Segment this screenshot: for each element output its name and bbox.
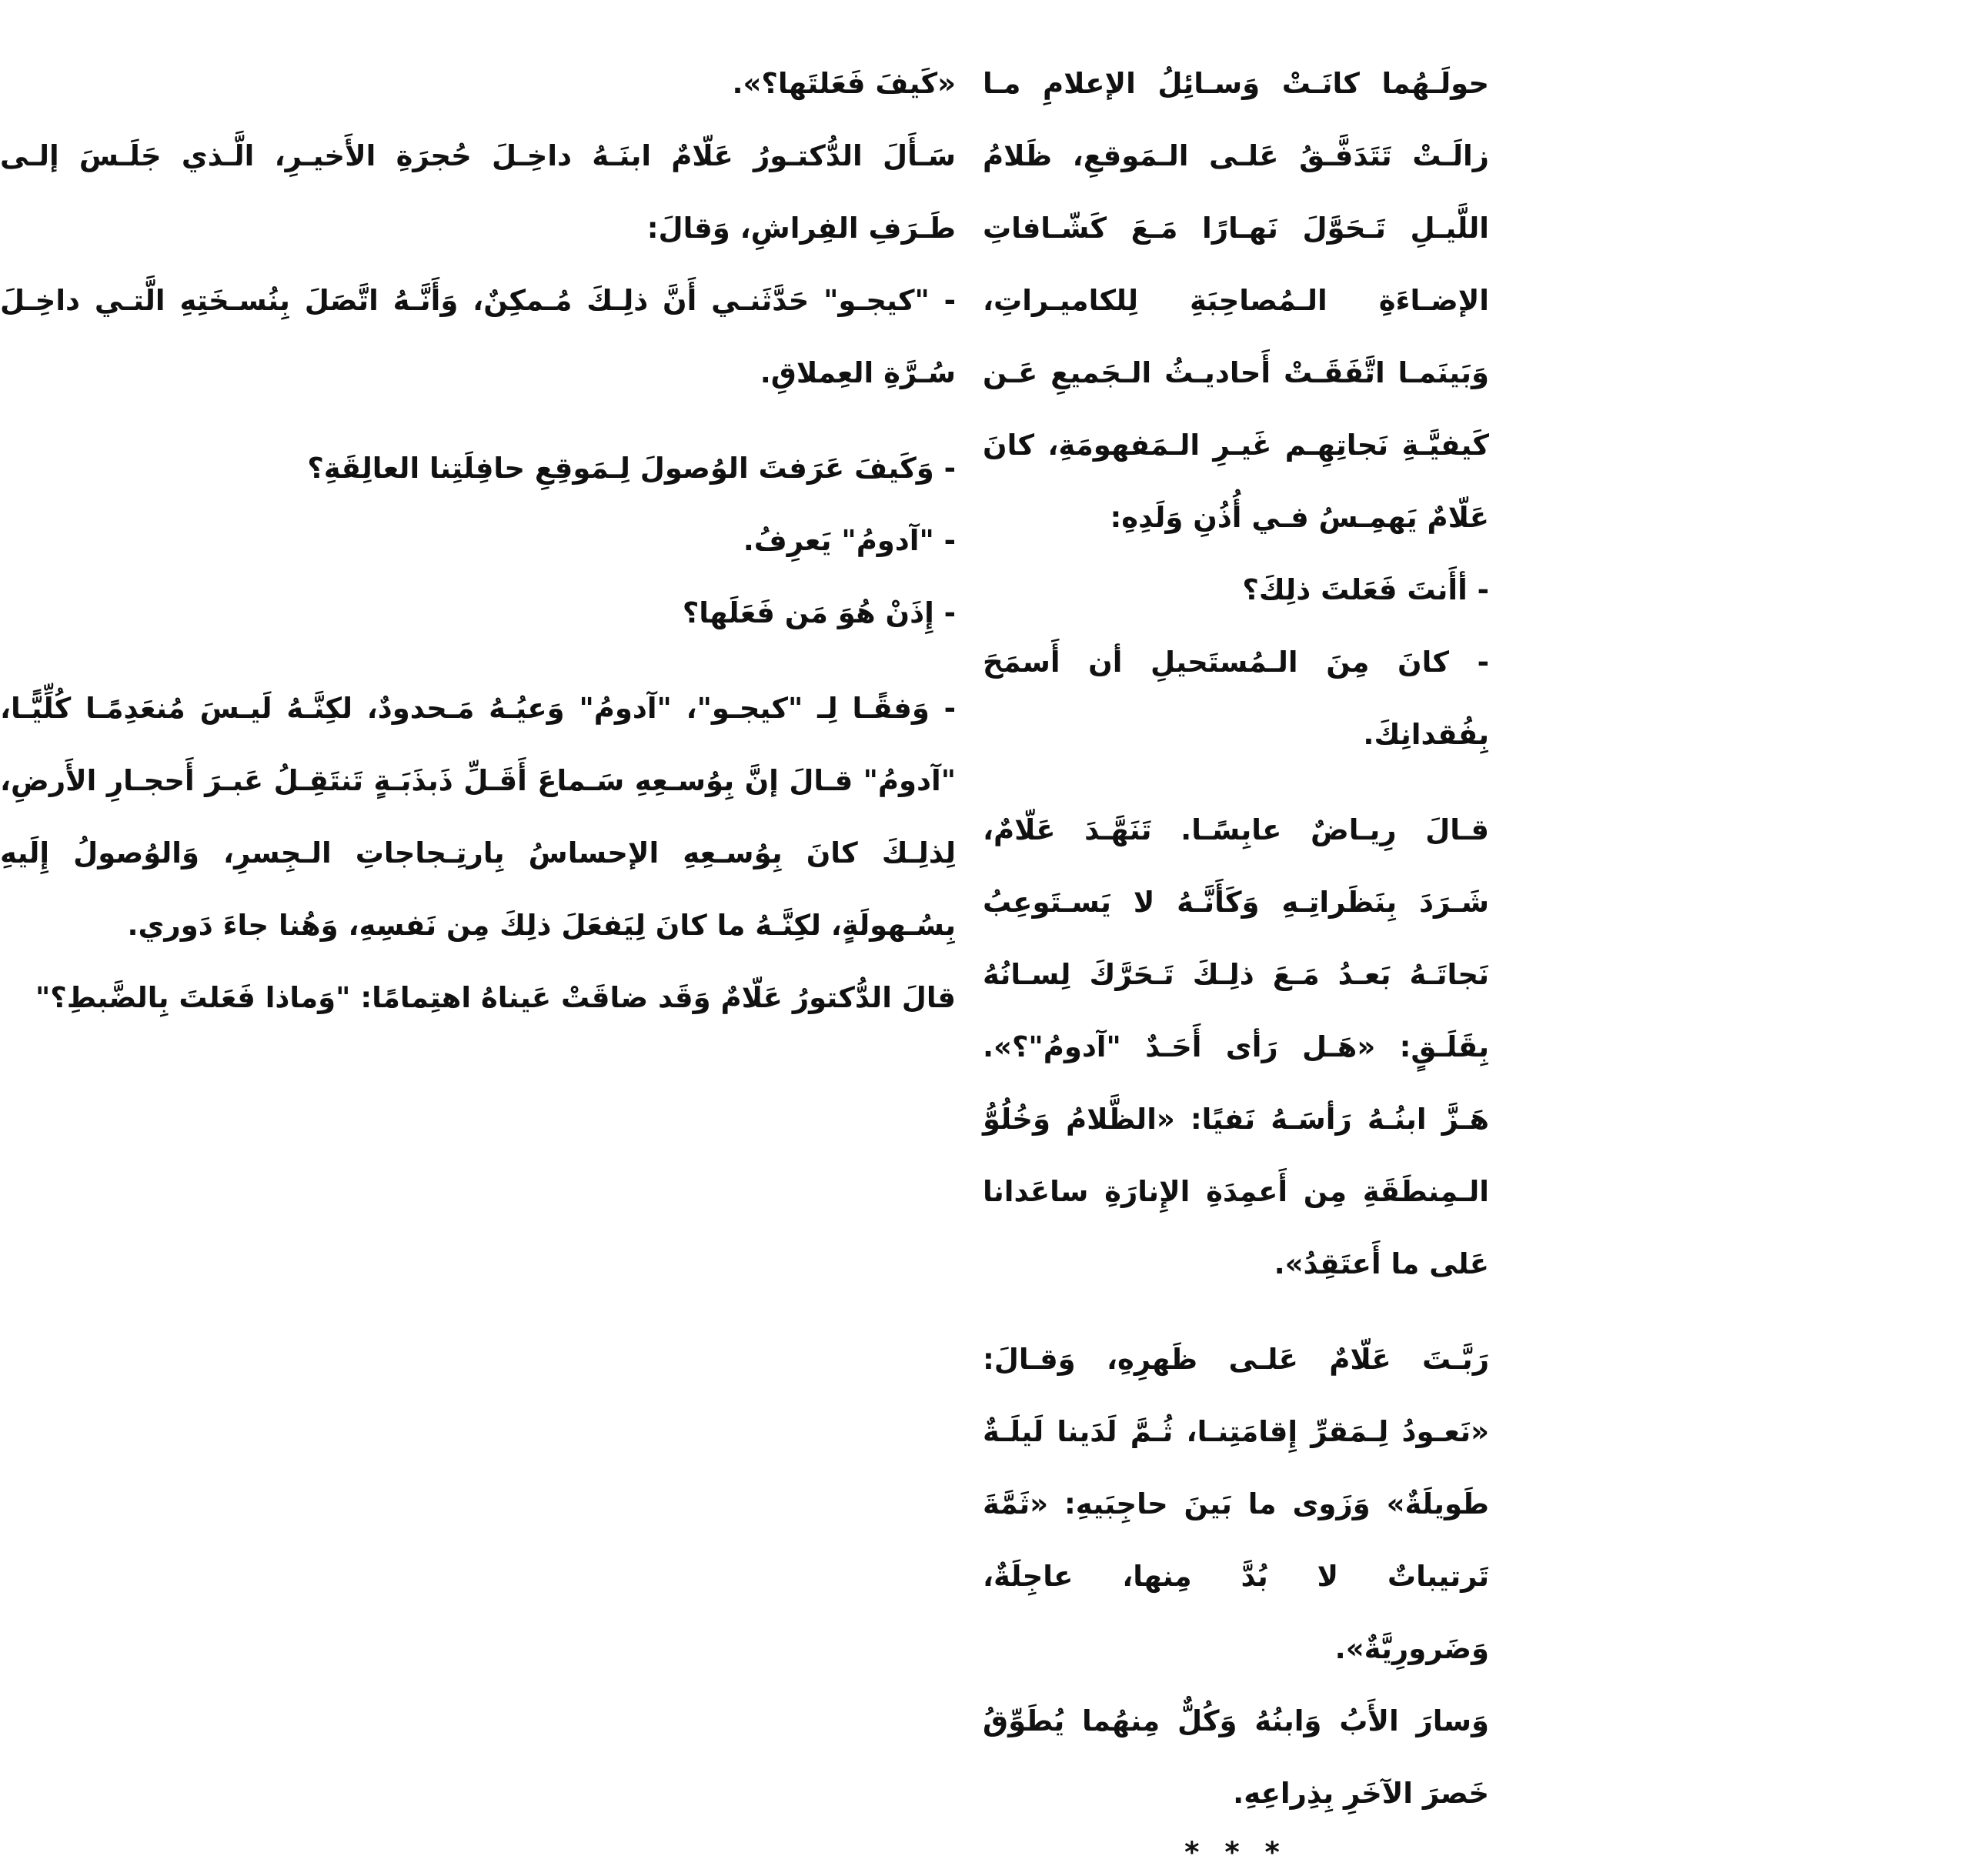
section-break-stars: * * * xyxy=(1184,1836,1287,1869)
paragraph-2: سَـأَلَ الدُّكتـورُ عَلّامٌ ابنَـهُ داخِـلَ حُجرَةِ الأَخيـرِ، الَّـذي جَلَـسَ إلـى طَـرَفِ الفِراشِ، وَقالَ: xyxy=(0,139,956,245)
right-page xyxy=(983,0,1489,1869)
paragraph-4: وَسارَ الأَبُ وَابنُهُ وَكُلٌّ مِنهُما يُطَوِّقُ خَصرَ الآخَرِ بِذِراعِهِ. xyxy=(983,1704,1489,1810)
left-page xyxy=(0,0,956,1108)
dialogue-line-5: - وَفقًـا لِـ "كيجـو"، "آدومُ" وَعيُـهُ مَـحدودٌ، لكِنَّـهُ لَيـسَ مُنعَدِمًـا كُلِّيًّـا، "آدومُ" قـالَ إنَّ بِوُسـعِهِ سَـماعَ أَقَـلِّ ذَبذَبَـةٍ تَنتَقِـلُ عَبـرَ أَحجـارِ الأَرضِ، لِذلِـكَ كانَ بِوُسـعِهِ الإحساسُ بِارتِـجاجاتِ الـجِسرِ، وَالوُصولُ إِلَيهِ بِسُـهولَةٍ، لكِنَّـهُ ما كانَ لِيَفعَلَ ذلِكَ مِن نَفسِهِ، وَهُنا جاءَ دَوري. xyxy=(0,692,956,942)
paragraph-3: قالَ الدُّكتورُ عَلّامٌ وَقَد ضاقَتْ عَيناهُ اهتِمامًا: "وَماذا فَعَلتَ بِالضَّبطِ؟" xyxy=(35,981,956,1014)
paragraph-3: رَبَّـتَ عَلّامٌ عَلـى ظَهرِهِ، وَقـالَ: «نَعـودُ لِـمَقرِّ إِقامَتِنـا، ثُـمَّ لَدَينا لَيلَـةٌ طَويلَةٌ» وَزَوى ما بَينَ حاجِبَيهِ: «ثَمَّةَ تَرتيباتٌ لا بُدَّ مِنها، عاجِلَةٌ، وَضَرورِيَّةٌ». xyxy=(983,1343,1489,1665)
dialogue-line-3: - "آدومُ" يَعرِفُ. xyxy=(743,524,956,557)
dialogue-line-1: - أأَنتَ فَعَلتَ ذلِكَ؟ xyxy=(1242,573,1489,606)
dialogue-line-2: - كانَ مِنَ الـمُستَحيلِ أن أَسمَحَ بِفُقدانِكَ. xyxy=(983,646,1489,751)
paragraph-2: قـالَ رِيـاضٌ عابِسًـا. تَنَهَّـدَ عَلّامٌ، شَـرَدَ بِنَظَراتِـهِ وَكَأَنَّـهُ لا يَسـتَوعِبُ نَجاتَـهُ بَعـدُ مَـعَ ذلِـكَ تَـحَرَّكَ لِسـانُهُ بِقَلَـقٍ: «هَـل رَأى أَحَـدٌ "آدومُ"؟». هَـزَّ ابنُـهُ رَأسَـهُ نَفيًا: «الظَّلامُ وَخُلُوُّ الـمِنطَقَةِ مِن أَعمِدَةِ الإِنارَةِ ساعَدانا عَلى ما أَعتَقِدُ». xyxy=(983,813,1489,1280)
dialogue-line-4: - إِذَنْ هُوَ مَن فَعَلَها؟ xyxy=(682,596,956,629)
dialogue-line-2: - وَكَيفَ عَرَفتَ الوُصولَ لِـمَوقِعِ حافِلَتِنا العالِقَةِ؟ xyxy=(307,452,956,485)
paragraph-1: «كَيفَ فَعَلتَها؟». xyxy=(732,67,956,100)
paragraph-1: حولَـهُما كانَـتْ وَسـائِلُ الإعلامِ مـا زالَـتْ تَتَدَفَّـقُ عَلـى الـمَوقعِ، ظَلامُ اللَّيـلِ تَـحَوَّلَ نَهـارًا مَـعَ كَشّـافاتِ الإضـاءَةِ الـمُصاحِبَةِ لِلكاميـراتِ، وَبَينَمـا اتَّفَقَـتْ أَحاديـثُ الـجَميعِ عَـن كَيفيَّـةِ نَجاتِهِـم غَيـرِ الـمَفهومَةِ، كانَ عَلّامٌ يَهمِـسُ فـي أُذُنِ وَلَدِهِ: xyxy=(983,67,1489,534)
dialogue-line-1: - "كيجـو" حَدَّثَنـي أَنَّ ذلِـكَ مُـمكِنٌ، وَأَنَّـهُ اتَّصَلَ بِنُسـخَتِهِ الَّتـي داخِـلَ سُـرَّةِ العِملاقِ. xyxy=(0,284,956,389)
